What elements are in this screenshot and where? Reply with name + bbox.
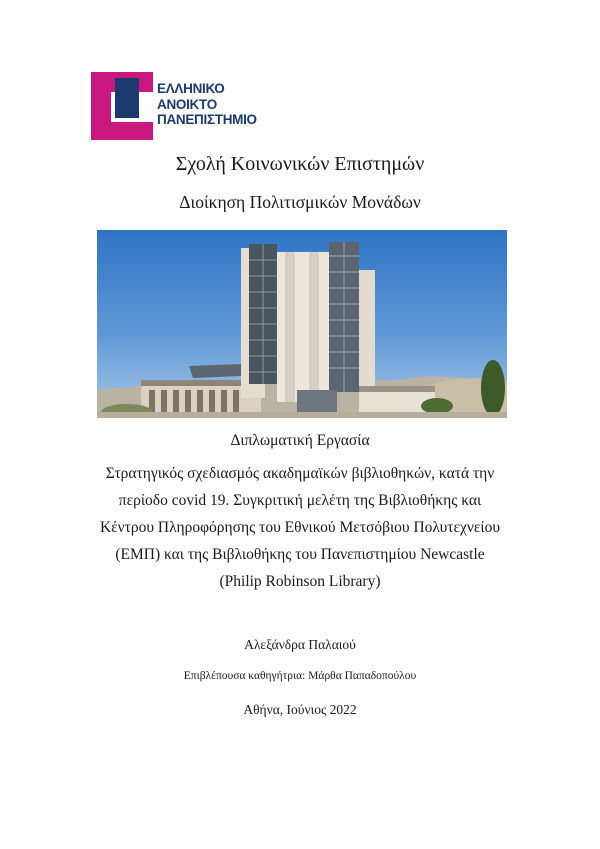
- university-logo-text: [157, 81, 257, 128]
- library-building-photo: [97, 230, 507, 418]
- author-name: Αλεξάνδρα Παλαιού: [244, 637, 356, 652]
- supervisor: Επιβλέπουσα καθηγήτρια: Μάρθα Παπαδοπούλου: [183, 670, 417, 682]
- university-logo-mark: [91, 72, 153, 140]
- thesis-title-line: Κέντρου Πληροφόρησης του Εθνικού Μετσόβιου Πολυτεχνείου: [99, 519, 501, 536]
- logo-line-1: ΕΛΛΗΝΙΚΟ: [157, 81, 225, 96]
- thesis-title-line: Στρατηγικός σχεδιασμός ακαδημαϊκών βιβλιοθηκών, κατά την: [105, 465, 495, 482]
- logo-line-2: ΑΝΟΙΚΤΟ: [157, 96, 217, 112]
- school-name: Σχολή Κοινωνικών Επιστημών: [175, 153, 425, 175]
- thesis-title: [70, 460, 530, 595]
- place-date: Αθήνα, Ιούνιος 2022: [243, 702, 357, 717]
- thesis-title-line: (Philip Robinson Library): [219, 573, 381, 590]
- thesis-title-line: (ΕΜΠ) και της Βιβλιοθήκης του Πανεπιστημίου Newcastle: [115, 546, 485, 563]
- thesis-type: Διπλωματική Εργασία: [230, 432, 370, 449]
- university-logo: [91, 72, 281, 140]
- thesis-title-line: περίοδο covid 19. Συγκριτική μελέτη της Βιβλιοθήκης και: [118, 492, 482, 509]
- program-name: Διοίκηση Πολιτισμικών Μονάδων: [179, 192, 421, 212]
- logo-line-3: ΠΑΝΕΠΙΣΤΗΜΙΟ: [157, 112, 257, 127]
